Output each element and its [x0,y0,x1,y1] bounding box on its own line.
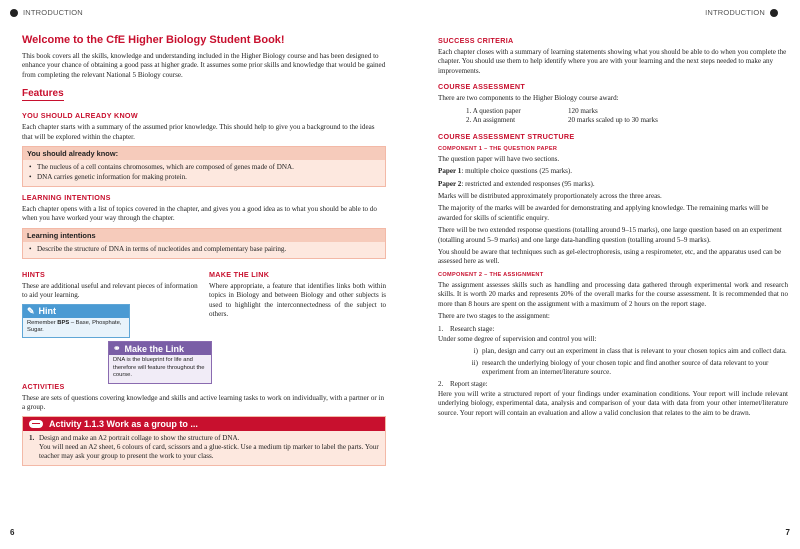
minus-icon [29,420,43,428]
make-the-link-badge [108,341,212,383]
cas-heading: COURSE ASSESSMENT STRUCTURE [438,131,575,141]
bullet-icon [770,9,778,17]
hints-heading: HINTS [22,269,46,279]
component1-paragraph: Marks will be distributed approximately proportionately across the three areas. [438,192,662,201]
component2-paragraph: The assignment assesses skills such as handling and processing data gathered through experimental work and research skills. It is worth 20 marks and represents 20% of the overall marks for the course assessment. It is recommended that no more than 8 hours are spent on the assignment with a maximum of 2 hours on the report stage. [438,280,788,308]
component2-heading: COMPONENT 2 – THE ASSIGNMENT [438,271,544,278]
list-item: 1. Design and make an A2 portrait collage to show the structure of DNA. [29,433,240,442]
hint-badge-title: Hint [38,306,57,317]
list-item: 1. Research stage: [438,324,495,333]
list-item: • DNA carries genetic information for making protein. [29,173,187,182]
link-icon: ⚭ [113,343,121,354]
mtl-heading: MAKE THE LINK [209,269,270,279]
sc-heading: SUCCESS CRITERIA [438,36,514,45]
activities-heading: ACTIVITIES [22,381,65,391]
right-page [400,0,800,549]
mtl-badge-text: DNA is the blueprint for life and therefore will feature throughout the course. [113,357,205,379]
mtl-badge-title: Make the Link [124,343,185,354]
activity-box [22,416,386,467]
hint-badge [22,304,130,339]
li-paragraph: Each chapter opens with a list of topics covered in the chapter, and gives you a good idea as to what you should be able to do when you have worked your way through the chapter. [22,205,377,223]
ysak-heading: YOU SHOULD ALREADY KNOW [22,111,138,121]
component1-paragraph: You should be aware that techniques such as gel-electrophoresis, using a respirometer, etc, and the apparatus used can be assessed here as well. [438,248,782,266]
mtl-paragraph: Where appropriate, a feature that identifies links both within topics in Biology and between Biology and other subjects is used to highlight the interconnectedness of the subject to others. [209,281,386,319]
intro-paragraph: This book covers all the skills, knowledge and understanding included in the Higher Biology course and has been designed to enhance your chance of obtaining a good pass at higher grade. It assumes some prior skills and knowledge that would be gained from completing the relevant National 5 Biology course. [22,52,386,79]
running-header-left [10,8,83,17]
hint-icon: ✎ [27,305,35,316]
component1-paragraph: There will be two extended response questions (totalling around 9–15 marks), one large question based on an experiment (totalling around 5–9 marks) and one large data-handling question (totalling around 5–9 marks). [438,226,782,244]
header-label: INTRODUCTION [23,8,83,17]
stage2-paragraph: Here you will write a structured report of your findings under examination conditions. Your report will include relevant underlying biology, experimental data, analysis and comparison of your data with data from your other internet/literature source. Your report will contain an evaluation and allow a valid conclusion that relates to the aim to be drawn. [438,389,788,417]
bullet-icon [10,9,18,17]
header-label: INTRODUCTION [705,8,765,17]
list-item: 2. An assignment 20 marks scaled up to 30 marks [466,116,658,125]
running-header-right [705,8,778,17]
activity-subtext: You will need an A2 sheet, 6 colours of card, scissors and a glue-stick. Use a medium tip marker to label the parts. Your teacher may ask your group to present the work to your class. [39,442,379,460]
page-title: Welcome to the CfE Higher Biology Student Book! [22,34,285,46]
component1-paragraph: The majority of the marks will be awarded for demonstrating and applying knowledge. The remaining marks will be awarded for skills of scientific enquiry. [438,204,769,222]
sc-paragraph: Each chapter closes with a summary of learning statements showing what you should be able to do when you complete the chapter. You should use them to help identify where you are with your learning and the next steps needed to make any improvements. [438,48,787,75]
ysak-box-title: You should already know: [23,147,385,160]
stage1-paragraph: Under some degree of supervision and control you will: [438,334,597,343]
list-item: • The nucleus of a cell contains chromosomes, which are composed of genes made of DNA. [29,163,294,172]
page-number: 7 [785,528,790,537]
paper2-line: Paper 2: restricted and extended responses (95 marks). [438,179,595,188]
li-heading: LEARNING INTENTIONS [22,193,111,203]
hint-badge-text: Remember BPS – Base, Phosphate, Sugar. [27,319,122,334]
page-number: 6 [10,528,15,537]
activities-paragraph: These are sets of questions covering knowledge and skills and active learning tasks to work on individually, with a partner or in a group. [22,393,385,412]
list-item: • Describe the structure of DNA in terms of nucleotides and complementary base pairing. [29,244,287,253]
list-item: i) plan, design and carry out an experiment in class that is relevant to your chosen topics aim and collect data. [473,347,787,356]
li-box-title: Learning intentions [23,229,385,242]
li-box [22,228,386,259]
paper1-line: Paper 1: multiple choice questions (25 marks). [438,167,573,176]
ysak-box [22,146,386,187]
component2-paragraph: There are two stages to the assignment: [438,312,550,321]
ysak-paragraph: Each chapter starts with a summary of the assumed prior knowledge. This should help to give you a background to the ideas that will be explored within the chapter. [22,123,375,141]
hints-paragraph: These are additional useful and relevant pieces of information to aid your learning. [22,281,198,300]
features-heading: Features [22,88,64,100]
component1-intro: The question paper will have two sections. [438,154,560,163]
component1-heading: COMPONENT 1 – THE QUESTION PAPER [438,145,558,152]
list-item: 1. A question paper 120 marks [466,106,598,115]
list-item: ii) research the underlying biology of your chosen topic and find another source of data relevant to your experiment from an internet/literature source. [471,358,769,377]
activity-title: Activity 1.1.3 Work as a group to ... [49,418,198,429]
list-item: 2. Report stage: [438,379,488,388]
ca-heading: COURSE ASSESSMENT [438,82,526,92]
ca-paragraph: There are two components to the Higher Biology course award: [438,94,619,103]
